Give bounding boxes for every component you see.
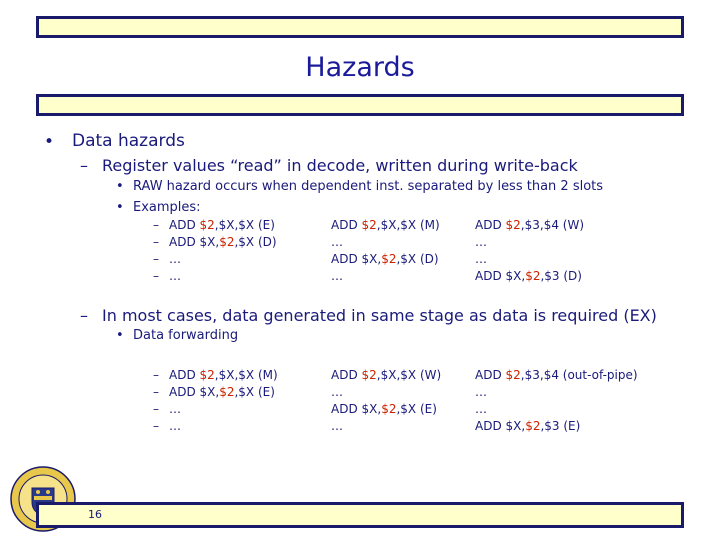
instruction-text: … [169, 252, 181, 266]
title-underline-bar [36, 94, 684, 116]
level1-bullet: • [44, 132, 55, 152]
instruction-text: ,$X,$X (M) [376, 218, 440, 232]
register-highlight: $2 [505, 218, 521, 232]
example-instruction [475, 235, 487, 249]
example-instruction [169, 385, 275, 399]
instruction-text: ,$X,$X (W) [376, 368, 442, 382]
instruction-text: ,$X,$X (M) [214, 368, 278, 382]
example-instruction [169, 269, 181, 283]
example-instruction [331, 385, 343, 399]
level4-dash: – [153, 235, 159, 249]
instruction-text: … [475, 252, 487, 266]
example-instruction [331, 368, 441, 382]
example-instruction [169, 402, 181, 416]
example-instruction [331, 235, 343, 249]
level2-dash: – [80, 306, 88, 325]
register-highlight: $2 [219, 235, 235, 249]
example-instruction [475, 368, 638, 382]
instruction-text: … [331, 419, 343, 433]
register-highlight: $2 [361, 368, 377, 382]
register-highlight: $2 [525, 419, 541, 433]
page-number: 16 [88, 508, 102, 521]
instruction-text: ADD $X, [475, 419, 526, 433]
example-instruction [475, 269, 582, 283]
example-instruction [475, 218, 584, 232]
register-values-point: Register values “read” in decode, written during write-back [102, 156, 578, 175]
example-instruction [169, 368, 278, 382]
register-highlight: $2 [381, 252, 397, 266]
example-instruction [169, 252, 181, 266]
level4-dash: – [153, 218, 159, 232]
instruction-text: ADD [475, 368, 506, 382]
instruction-text: … [331, 269, 343, 283]
instruction-text: ADD [331, 218, 362, 232]
example-instruction [475, 402, 487, 416]
example-instruction [331, 218, 440, 232]
level3-bullet: • [116, 200, 124, 215]
instruction-text: ADD [475, 218, 506, 232]
instruction-text: … [331, 235, 343, 249]
instruction-text: ,$3,$4 (W) [520, 218, 585, 232]
register-highlight: $2 [505, 368, 521, 382]
example-instruction [169, 419, 181, 433]
example-instruction [169, 235, 277, 249]
instruction-text: ADD $X, [331, 402, 382, 416]
example-instruction [331, 419, 343, 433]
examples-label: Examples: [133, 200, 201, 215]
instruction-text: ADD [169, 368, 200, 382]
example-instruction [475, 252, 487, 266]
instruction-text: … [475, 385, 487, 399]
slide-title: Hazards [305, 52, 415, 83]
instruction-text: ,$X (D) [234, 235, 277, 249]
instruction-text: … [169, 269, 181, 283]
instruction-text: ,$X (D) [396, 252, 439, 266]
raw-hazard-point: RAW hazard occurs when dependent inst. separated by less than 2 slots [133, 179, 604, 194]
example-instruction [331, 402, 437, 416]
level4-dash: – [153, 269, 159, 283]
instruction-text: … [331, 385, 343, 399]
register-highlight: $2 [199, 368, 215, 382]
data-forwarding-point: Data forwarding [133, 328, 239, 343]
example-instruction [169, 218, 275, 232]
instruction-text: ADD $X, [475, 269, 526, 283]
register-highlight: $2 [199, 218, 215, 232]
instruction-text: … [169, 419, 181, 433]
instruction-text: ADD [169, 218, 200, 232]
instruction-text: ,$X (E) [234, 385, 275, 399]
example-instruction [331, 252, 439, 266]
level4-dash: – [153, 402, 159, 416]
most-cases-point: In most cases, data generated in same stage as data is required (EX) [102, 306, 657, 325]
instruction-text: … [475, 235, 487, 249]
instruction-text: ,$X,$X (E) [214, 218, 275, 232]
level2-dash: – [80, 156, 88, 175]
instruction-text: … [475, 402, 487, 416]
top-banner-bar [36, 16, 684, 38]
data-hazards-heading: Data hazards [72, 131, 185, 151]
level3-bullet: • [116, 179, 124, 194]
instruction-text: ,$3,$4 (out-of-pipe) [520, 368, 638, 382]
register-highlight: $2 [525, 269, 541, 283]
instruction-text: ,$3 (D) [540, 269, 582, 283]
register-highlight: $2 [361, 218, 377, 232]
footer-bar [36, 502, 684, 528]
example-instruction [331, 269, 343, 283]
instruction-text: ADD $X, [331, 252, 382, 266]
example-instruction [475, 385, 487, 399]
example-instruction [475, 419, 580, 433]
level4-dash: – [153, 252, 159, 266]
register-highlight: $2 [381, 402, 397, 416]
level4-dash: – [153, 385, 159, 399]
register-highlight: $2 [219, 385, 235, 399]
instruction-text: ,$3 (E) [540, 419, 581, 433]
instruction-text: ADD $X, [169, 235, 220, 249]
instruction-text: ADD [331, 368, 362, 382]
level4-dash: – [153, 368, 159, 382]
instruction-text: ADD $X, [169, 385, 220, 399]
level4-dash: – [153, 419, 159, 433]
instruction-text: … [169, 402, 181, 416]
instruction-text: ,$X (E) [396, 402, 437, 416]
level3-bullet: • [116, 328, 124, 343]
